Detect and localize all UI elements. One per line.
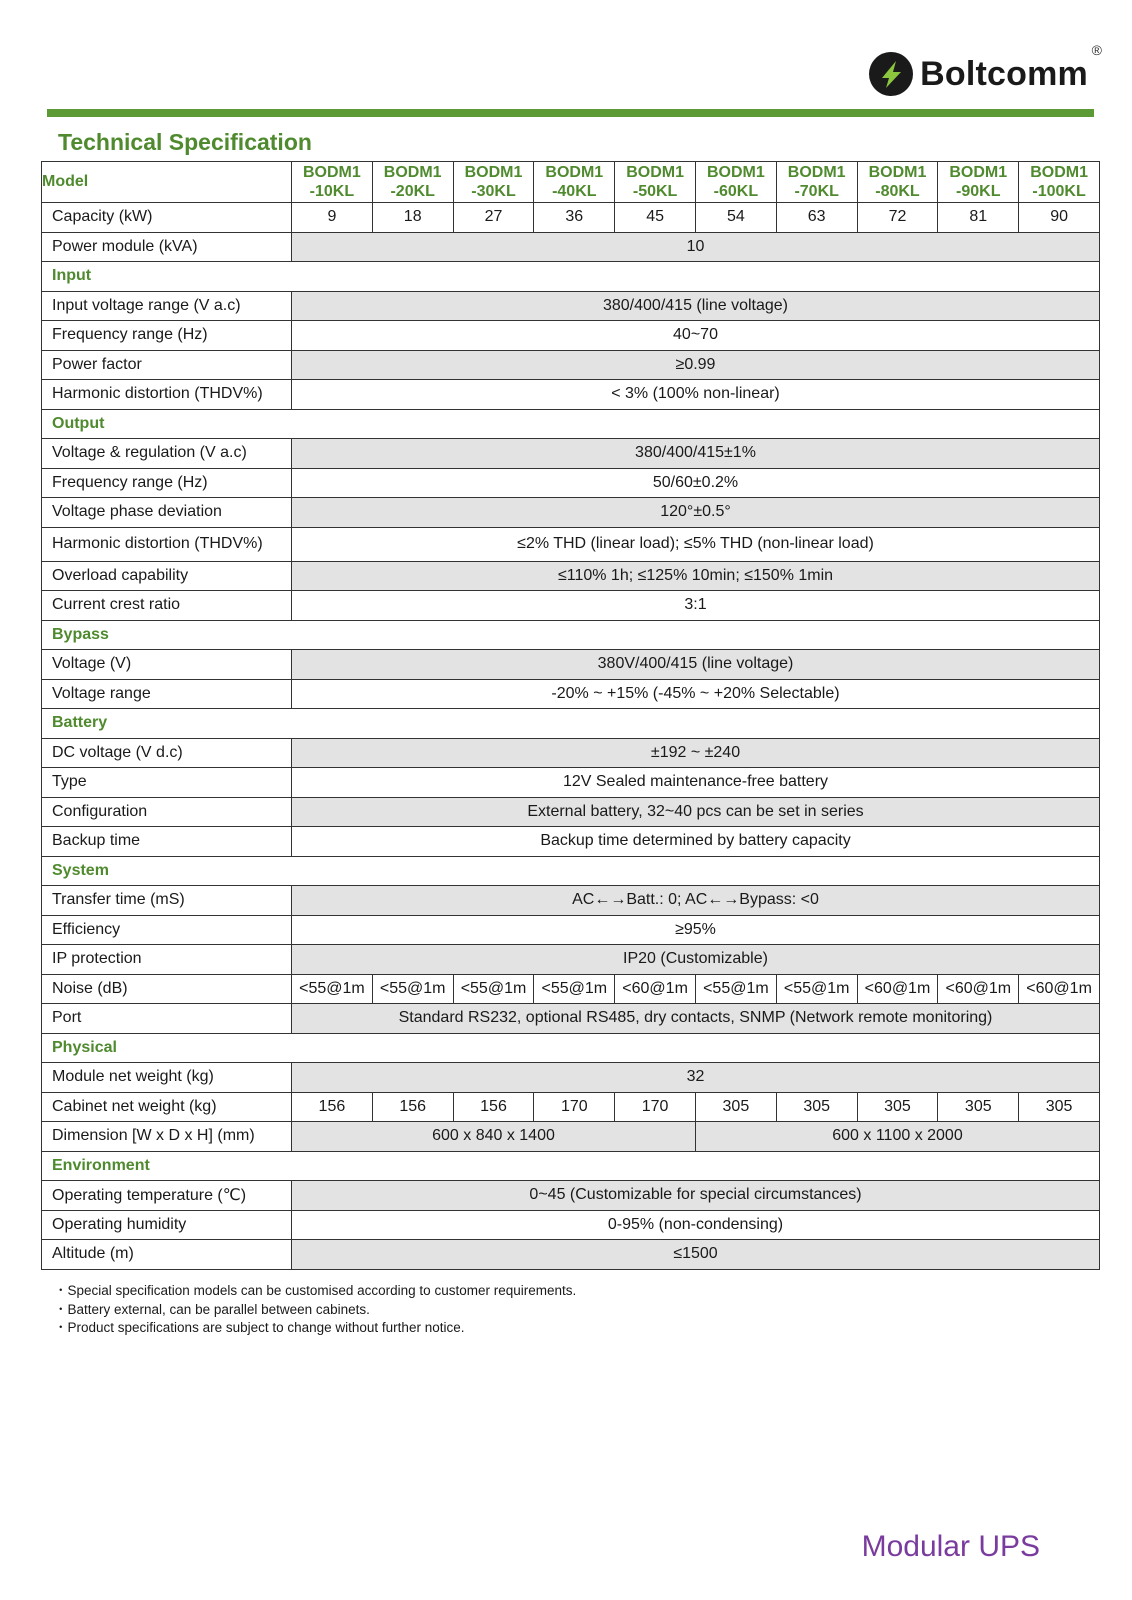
model-header [453, 162, 534, 203]
row-value: 305 [695, 1092, 776, 1122]
row-value: External battery, 32~40 pcs can be set in series [292, 797, 1100, 827]
row-value: 120°±0.5° [292, 498, 1100, 528]
table-row [42, 439, 1100, 469]
note-line: ・Special specification models can be customised according to customer requirements. [54, 1283, 577, 1298]
row-value: 72 [857, 203, 938, 233]
row-label: Voltage (V) [42, 650, 292, 680]
model-suffix: -30KL [471, 183, 516, 200]
row-label: Power factor [42, 350, 292, 380]
model-suffix: -10KL [309, 183, 355, 200]
table-row [42, 738, 1100, 768]
table-row [42, 1181, 1100, 1211]
brand-name: Boltcomm [920, 54, 1088, 93]
row-label: Current crest ratio [42, 591, 292, 621]
product-category: Modular UPS [861, 1530, 1040, 1563]
row-label: Type [42, 768, 292, 798]
table-row [42, 650, 1100, 680]
note-line: ・Battery external, can be parallel between cabinets. [54, 1301, 370, 1317]
row-label: Voltage range [42, 679, 292, 709]
row-label: Voltage phase deviation [42, 498, 292, 528]
model-suffix: -80KL [875, 183, 920, 200]
table-row [42, 1092, 1100, 1122]
section-header-row [42, 856, 1100, 886]
section-header-row [42, 709, 1100, 739]
page-title: Technical Specification [58, 129, 312, 155]
row-value: ±192 ~ ±240 [292, 738, 1100, 768]
row-value: IP20 (Customizable) [292, 945, 1100, 975]
model-header [1019, 162, 1100, 203]
table-row [42, 468, 1100, 498]
model-series: BODM1 [545, 164, 604, 181]
row-value: 156 [453, 1092, 534, 1122]
table-row [42, 232, 1100, 262]
model-series: BODM1 [1030, 164, 1088, 181]
model-suffix: -40KL [552, 183, 597, 200]
row-label: Cabinet net weight (kg) [42, 1092, 292, 1122]
row-label: Operating humidity [42, 1210, 292, 1240]
table-row [42, 1004, 1100, 1034]
row-value: ≤2% THD (linear load); ≤5% THD (non-linear load) [292, 527, 1100, 561]
row-label: Frequency range (Hz) [42, 321, 292, 351]
model-series: BODM1 [787, 164, 846, 181]
model-suffix: -70KL [794, 183, 839, 200]
row-value: 380/400/415±1% [292, 439, 1100, 469]
table-row [42, 1210, 1100, 1240]
section-header-row [42, 620, 1100, 650]
row-value: 380V/400/415 (line voltage) [292, 650, 1100, 680]
row-value: 380/400/415 (line voltage) [292, 291, 1100, 321]
row-value: <60@1m [938, 974, 1019, 1004]
row-value: <60@1m [615, 974, 696, 1004]
header-rule [47, 109, 1094, 117]
model-header [857, 162, 938, 203]
table-row [42, 527, 1100, 561]
row-value: 18 [372, 203, 453, 233]
row-value: 600 x 840 x 1400 [292, 1122, 696, 1152]
section-title: Bypass [42, 620, 1100, 650]
section-title: Environment [42, 1151, 1100, 1181]
table-row [42, 827, 1100, 857]
row-value: ≥0.99 [292, 350, 1100, 380]
row-value: 600 x 1100 x 2000 [695, 1122, 1099, 1152]
footnotes [54, 1282, 576, 1338]
table-row [42, 768, 1100, 798]
row-value: 40~70 [292, 321, 1100, 351]
row-label: DC voltage (V d.c) [42, 738, 292, 768]
table-row [42, 350, 1100, 380]
row-value: 10 [292, 232, 1100, 262]
table-row [42, 915, 1100, 945]
table-row [42, 498, 1100, 528]
row-value: 32 [292, 1063, 1100, 1093]
table-row [42, 591, 1100, 621]
model-header [615, 162, 696, 203]
row-value: ≥95% [292, 915, 1100, 945]
row-value: 305 [1019, 1092, 1100, 1122]
spec-table [41, 161, 1100, 1270]
row-value: 0~45 (Customizable for special circumstances) [292, 1181, 1100, 1211]
registered-mark: ® [1091, 42, 1102, 58]
row-value: 50/60±0.2% [292, 468, 1100, 498]
row-label: Operating temperature (℃) [42, 1181, 292, 1211]
row-value: 305 [857, 1092, 938, 1122]
row-value: -20% ~ +15% (-45% ~ +20% Selectable) [292, 679, 1100, 709]
section-title: Battery [42, 709, 1100, 739]
row-value: AC←→Batt.: 0; AC←→Bypass: <0 [292, 886, 1100, 916]
model-suffix: -90KL [956, 183, 1001, 200]
table-row [42, 945, 1100, 975]
section-header-row [42, 262, 1100, 292]
section-header-row [42, 1033, 1100, 1063]
table-row [42, 1240, 1100, 1270]
row-value: <55@1m [372, 974, 453, 1004]
row-value: 54 [695, 203, 776, 233]
row-value: 63 [776, 203, 857, 233]
model-header [534, 162, 615, 203]
row-label: Efficiency [42, 915, 292, 945]
row-value: ≤110% 1h; ≤125% 10min; ≤150% 1min [292, 561, 1100, 591]
table-row [42, 203, 1100, 233]
brand-logo [868, 42, 1102, 104]
model-series: BODM1 [464, 164, 523, 181]
table-row [42, 561, 1100, 591]
table-row [42, 886, 1100, 916]
row-label: Harmonic distortion (THDV%) [42, 380, 292, 410]
row-value: <55@1m [695, 974, 776, 1004]
row-value: <60@1m [1019, 974, 1100, 1004]
model-series: BODM1 [949, 164, 1008, 181]
section-header-row [42, 409, 1100, 439]
row-label: Overload capability [42, 561, 292, 591]
row-label: Voltage & regulation (V a.c) [42, 439, 292, 469]
row-label: IP protection [42, 945, 292, 975]
row-value: 45 [615, 203, 696, 233]
section-title: Physical [42, 1033, 1100, 1063]
row-value: 305 [776, 1092, 857, 1122]
row-label: Input voltage range (V a.c) [42, 291, 292, 321]
row-value: 3:1 [292, 591, 1100, 621]
row-value: 90 [1019, 203, 1100, 233]
note-line: ・Product specifications are subject to change without further notice. [54, 1320, 465, 1335]
model-suffix: -60KL [713, 183, 759, 200]
section-header-row [42, 1151, 1100, 1181]
table-row [42, 321, 1100, 351]
row-value: <55@1m [453, 974, 534, 1004]
table-row [42, 291, 1100, 321]
section-title: System [42, 856, 1100, 886]
row-value: <55@1m [292, 974, 373, 1004]
row-label: Configuration [42, 797, 292, 827]
table-row [42, 797, 1100, 827]
row-value: 170 [534, 1092, 615, 1122]
row-value: 27 [453, 203, 534, 233]
row-label: Port [42, 1004, 292, 1034]
model-suffix: -100KL [1032, 183, 1086, 200]
model-header [776, 162, 857, 203]
row-value: 9 [292, 203, 373, 233]
table-row [42, 679, 1100, 709]
row-label: Transfer time (mS) [42, 886, 292, 916]
row-value: Backup time determined by battery capacity [292, 827, 1100, 857]
section-title: Output [42, 409, 1100, 439]
row-value: 0-95% (non-condensing) [292, 1210, 1100, 1240]
row-label: Power module (kVA) [42, 232, 292, 262]
model-suffix: -50KL [632, 183, 678, 200]
row-value: < 3% (100% non-linear) [292, 380, 1100, 410]
row-value: 156 [372, 1092, 453, 1122]
section-title: Input [42, 262, 1100, 292]
row-label: Backup time [42, 827, 292, 857]
row-label: Harmonic distortion (THDV%) [42, 527, 292, 561]
row-value: 12V Sealed maintenance-free battery [292, 768, 1100, 798]
row-value: 305 [938, 1092, 1019, 1122]
model-series: BODM1 [706, 164, 765, 181]
row-value: 156 [292, 1092, 373, 1122]
row-value: <60@1m [857, 974, 938, 1004]
model-series: BODM1 [383, 164, 442, 181]
row-value: 36 [534, 203, 615, 233]
row-value: 81 [938, 203, 1019, 233]
table-row [42, 1063, 1100, 1093]
table-header-row [42, 162, 1100, 203]
row-value: ≤1500 [292, 1240, 1100, 1270]
model-suffix: -20KL [390, 183, 435, 200]
model-header [372, 162, 453, 203]
row-value: Standard RS232, optional RS485, dry contacts, SNMP (Network remote monitoring) [292, 1004, 1100, 1034]
model-header [938, 162, 1019, 203]
table-row [42, 974, 1100, 1004]
row-label: Capacity (kW) [42, 203, 292, 233]
model-series: BODM1 [626, 164, 684, 181]
row-label: Frequency range (Hz) [42, 468, 292, 498]
model-header [292, 162, 373, 203]
header-model-label: Model [42, 162, 292, 203]
bolt-logo-icon [868, 51, 914, 97]
row-value: 170 [615, 1092, 696, 1122]
model-series: BODM1 [303, 164, 361, 181]
model-series: BODM1 [868, 164, 927, 181]
model-header [695, 162, 776, 203]
row-label: Module net weight (kg) [42, 1063, 292, 1093]
row-value: <55@1m [776, 974, 857, 1004]
table-row [42, 1122, 1100, 1152]
row-label: Altitude (m) [42, 1240, 292, 1270]
row-label: Noise (dB) [42, 974, 292, 1004]
row-label: Dimension [W x D x H] (mm) [42, 1122, 292, 1152]
table-row [42, 380, 1100, 410]
row-value: <55@1m [534, 974, 615, 1004]
